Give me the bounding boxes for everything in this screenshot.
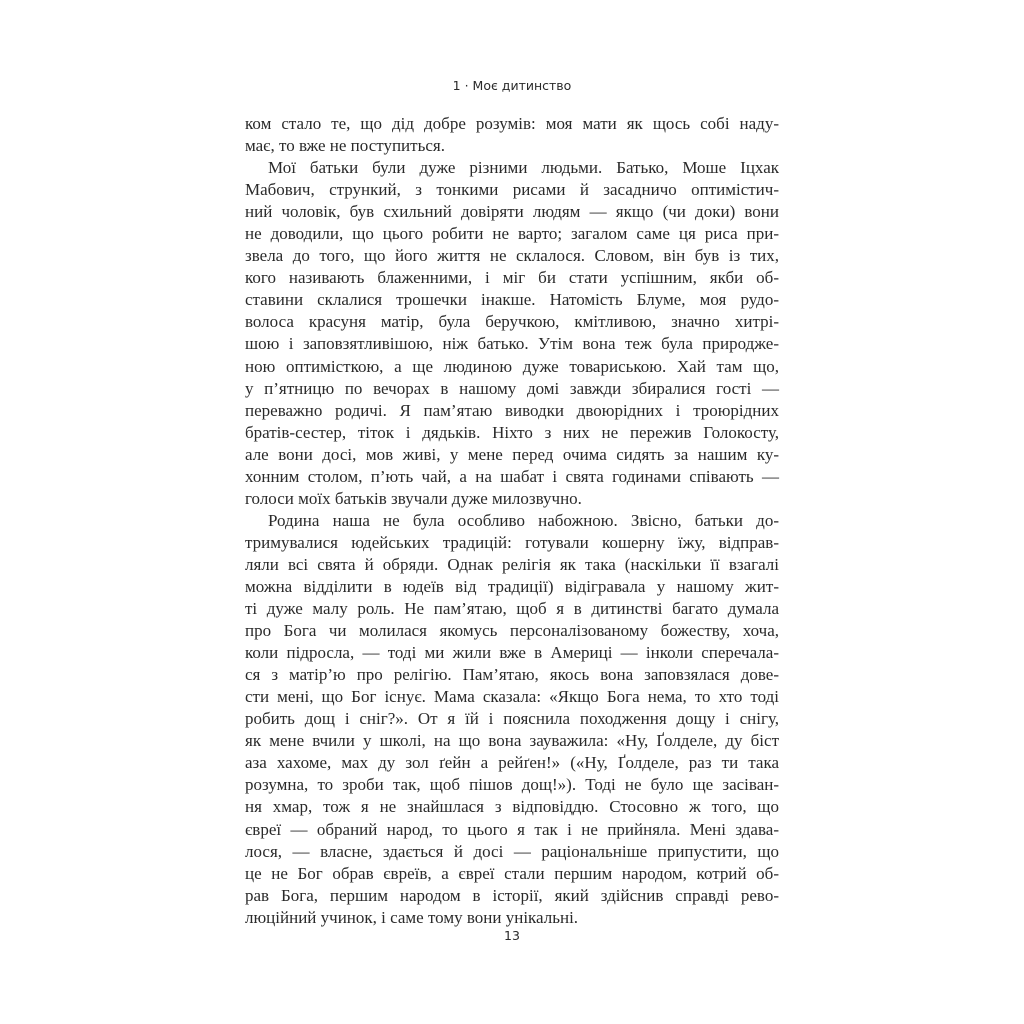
text-line: про Бога чи молилася якомусь персоналізованому божеству, хоча, [245, 621, 779, 641]
text-line: євреї — обраний народ, то цього я так і не прийняла. Мені здава- [245, 819, 779, 839]
text-line: як мене вчили у школі, на що вона зауважила: «Ну, Ґолделе, ду біст [245, 731, 779, 751]
text-line: голоси моїх батьків звучали дуже милозвучно. [245, 488, 582, 508]
text-line: ною оптимісткою, а ще людиною дуже товариською. Хай там що, [245, 356, 779, 376]
text-line: має, то вже не поступиться. [245, 136, 445, 156]
text-line: ний чоловік, був схильний довіряти людям — якщо (чи доки) вони [245, 202, 779, 222]
text-line: тримувалися юдейських традицій: готували кошерну їжу, відправ- [245, 532, 779, 552]
text-line: рав Бога, першим народом в історії, який здійснив справді рево- [245, 885, 779, 905]
text-line: розумна, то зроби так, щоб пішов дощ!»). Тоді не було ще засіван- [245, 775, 779, 795]
text-line: ті дуже малу роль. Не пам’ятаю, щоб я в дитинстві багато думала [245, 599, 779, 619]
page-number: 13 [504, 928, 520, 943]
text-line: аза хахоме, мах ду зол ґейн а рейґен!» («Ну, Ґолделе, раз ти така [245, 753, 779, 773]
text-line: ляли всі свята й обряди. Однак релігія як така (наскільки її взагалі [245, 554, 779, 574]
text-line: ня хмар, тож я не знайшлася з відповіддю. Стосовно ж того, що [245, 797, 779, 817]
body-text [245, 113, 779, 929]
text-line: звела до того, що його життя не склалося. Словом, він був із тих, [245, 246, 779, 266]
text-line: ком стало те, що дід добре розумів: моя мати як щось собі наду- [245, 114, 779, 133]
text-line: люційний учинок, і саме тому вони унікальні. [245, 907, 579, 927]
text-line: лося, — власне, здається й досі — раціональніше припустити, що [245, 841, 779, 861]
text-line: шою і заповзятливішою, ніж батько. Утім вона теж була природже- [245, 334, 779, 354]
text-line: волоса красуня матір, була беручкою, кмітливою, значно хитрі- [245, 312, 779, 332]
text-line: можна відділити в юдеїв від традиції) відігравала у нашому жит- [245, 576, 779, 596]
running-head: 1 · Моє дитинство [452, 78, 572, 93]
text-line: робить дощ і сніг?». От я їй і пояснила походження дощу і снігу, [245, 709, 779, 729]
text-line: хонним столом, п’ють чай, а на шабат і свята годинами співають — [245, 466, 779, 486]
text-line: братів-сестер, тіток і дядьків. Ніхто з них не пережив Голокосту, [245, 422, 779, 442]
text-line: Родина наша не була особливо набожною. Звісно, батьки до- [268, 510, 779, 530]
text-line: переважно родичі. Я пам’ятаю виводки двоюрідних і троюрідних [245, 400, 779, 420]
text-line: у п’ятницю по вечорах в нашому домі завжди збиралися гості — [245, 378, 779, 398]
text-line: ся з матір’ю про релігію. Пам’ятаю, якось вона заповзялася дове- [245, 665, 779, 685]
text-line: не доводили, що цього робити не варто; загалом саме ця риса при- [245, 224, 779, 244]
text-line: ставини склалися трошечки інакше. Натомість Блуме, моя рудо- [245, 290, 779, 310]
text-line: коли підросла, — тоді ми жили вже в Америці — інколи сперечала- [245, 643, 779, 663]
text-line: Мабович, стрункий, з тонкими рисами й засадничо оптимістич- [245, 180, 779, 200]
text-line: але вони досі, мов живі, у мене перед очима сидять за нашим ку- [245, 444, 779, 464]
text-line: це не Бог обрав євреїв, а євреї стали першим народом, котрий об- [245, 863, 779, 883]
text-line: сти мені, що Бог існує. Мама сказала: «Якщо Бога нема, то хто тоді [245, 687, 779, 707]
text-line: Мої батьки були дуже різними людьми. Батько, Моше Іцхак [268, 158, 779, 178]
text-line: кого називають блаженними, і міг би стати успішним, якби об- [245, 268, 779, 288]
